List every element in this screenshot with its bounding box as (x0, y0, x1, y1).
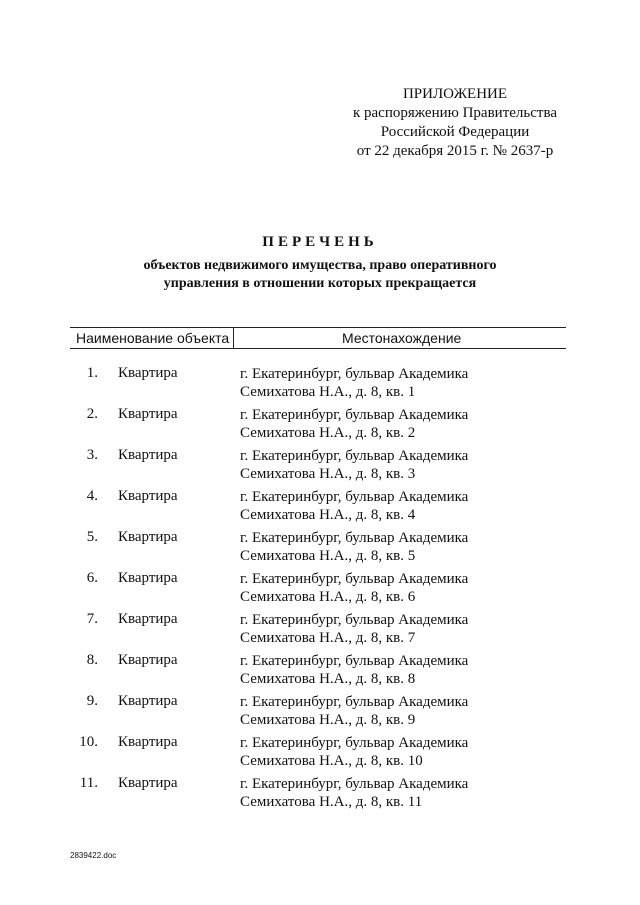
object-name: Квартира (118, 652, 178, 668)
row-number: 11. (79, 775, 98, 791)
address-line: г. Екатеринбург, бульвар Академика (240, 735, 469, 751)
address-line: Семихатова Н.А., д. 8, кв. 1 (240, 384, 416, 400)
table-row (0, 365, 640, 406)
row-number: 9. (86, 693, 98, 709)
object-address (240, 365, 468, 401)
address-line: Семихатова Н.А., д. 8, кв. 9 (240, 712, 416, 728)
appendix-date-number: от 22 декабря 2015 г. № 2637-р (356, 143, 554, 159)
column-header-name: Наименование объекта (76, 330, 230, 346)
object-name: Квартира (118, 488, 178, 504)
table-header (70, 327, 566, 349)
object-address (240, 652, 468, 688)
address-line: Семихатова Н.А., д. 8, кв. 2 (240, 425, 416, 441)
table-row (0, 775, 640, 816)
address-line: Семихатова Н.А., д. 8, кв. 10 (240, 753, 423, 769)
appendix-line: Российской Федерации (380, 124, 530, 140)
address-line: Семихатова Н.А., д. 8, кв. 8 (240, 671, 416, 687)
table-body (0, 365, 640, 816)
row-number: 2. (86, 406, 98, 422)
object-name: Квартира (118, 693, 178, 709)
object-address (240, 693, 468, 729)
address-line: г. Екатеринбург, бульвар Академика (240, 653, 469, 669)
row-number: 10. (79, 734, 98, 750)
row-number: 8. (86, 652, 98, 668)
table-row (0, 611, 640, 652)
address-line: г. Екатеринбург, бульвар Академика (240, 407, 469, 423)
appendix-title: ПРИЛОЖЕНИЕ (402, 86, 508, 102)
subtitle-line: объектов недвижимого имущества, право оперативного (143, 258, 497, 273)
address-line: Семихатова Н.А., д. 8, кв. 5 (240, 548, 416, 564)
address-line: Семихатова Н.А., д. 8, кв. 11 (240, 794, 423, 810)
row-number: 5. (86, 529, 98, 545)
object-address (240, 611, 468, 647)
document-title: ПЕРЕЧЕНЬ (262, 234, 378, 250)
table-row (0, 570, 640, 611)
column-divider (233, 328, 234, 348)
address-line: Семихатова Н.А., д. 8, кв. 3 (240, 466, 416, 482)
address-line: г. Екатеринбург, бульвар Академика (240, 612, 469, 628)
object-name: Квартира (118, 570, 178, 586)
address-line: Семихатова Н.А., д. 8, кв. 7 (240, 630, 416, 646)
appendix-line: к распоряжению Правительства (352, 105, 557, 121)
object-name: Квартира (118, 611, 178, 627)
subtitle-line: управления в отношении которых прекращается (163, 276, 477, 291)
address-line: г. Екатеринбург, бульвар Академика (240, 530, 469, 546)
object-address (240, 529, 468, 565)
object-address (240, 447, 468, 483)
address-line: г. Екатеринбург, бульвар Академика (240, 571, 469, 587)
object-name: Квартира (118, 365, 178, 381)
row-number: 7. (86, 611, 98, 627)
object-address (240, 570, 468, 606)
table-row (0, 652, 640, 693)
object-name: Квартира (118, 529, 178, 545)
row-number: 3. (86, 447, 98, 463)
object-name: Квартира (118, 734, 178, 750)
object-name: Квартира (118, 775, 178, 791)
object-address (240, 488, 468, 524)
document-subtitle (0, 257, 640, 293)
address-line: г. Екатеринбург, бульвар Академика (240, 776, 469, 792)
table-row (0, 734, 640, 775)
address-line: Семихатова Н.А., д. 8, кв. 4 (240, 507, 416, 523)
table-row (0, 529, 640, 570)
object-address (240, 406, 468, 442)
table-row (0, 447, 640, 488)
appendix-block (330, 85, 580, 161)
object-address (240, 775, 468, 811)
address-line: г. Екатеринбург, бульвар Академика (240, 448, 469, 464)
table-row (0, 406, 640, 447)
object-address (240, 734, 468, 770)
row-number: 1. (86, 365, 98, 381)
row-number: 6. (86, 570, 98, 586)
address-line: г. Екатеринбург, бульвар Академика (240, 489, 469, 505)
table-row (0, 693, 640, 734)
row-number: 4. (86, 488, 98, 504)
column-header-location: Местонахождение (342, 330, 462, 346)
file-reference: 2839422.doc (70, 851, 117, 860)
table-row (0, 488, 640, 529)
address-line: г. Екатеринбург, бульвар Академика (240, 694, 469, 710)
object-name: Квартира (118, 406, 178, 422)
address-line: г. Екатеринбург, бульвар Академика (240, 366, 469, 382)
object-name: Квартира (118, 447, 178, 463)
address-line: Семихатова Н.А., д. 8, кв. 6 (240, 589, 416, 605)
